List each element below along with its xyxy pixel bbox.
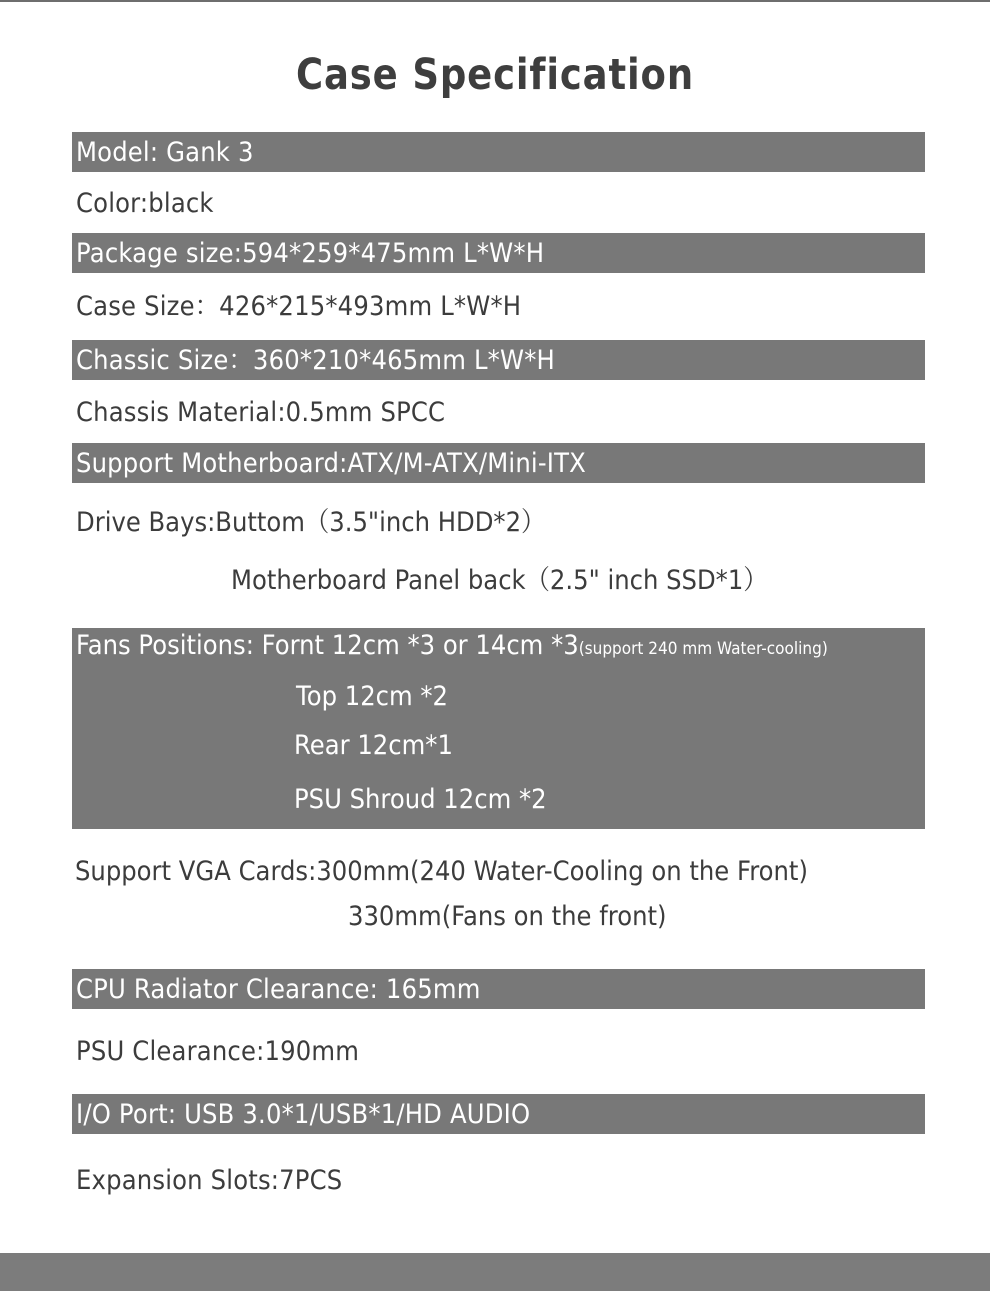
spec-row-package-size (72, 233, 925, 273)
spec-color-text: Color:black (76, 188, 214, 219)
spec-fans-line1 (76, 630, 911, 661)
spec-fans-line2 (296, 681, 465, 712)
spec-vga-line1-text: Support VGA Cards:300mm(240 Water-Cooling on the Front) (75, 856, 808, 887)
spec-row-cpu-radiator (72, 969, 925, 1009)
page-title: Case Specification (295, 50, 695, 100)
spec-row-color (72, 184, 925, 224)
spec-fans-line3-text: Rear 12cm*1 (294, 730, 453, 761)
spec-chassis-material-text: Chassis Material:0.5mm SPCC (76, 397, 446, 428)
footer-bar (0, 1253, 990, 1291)
spec-fans-panel (72, 628, 925, 829)
spec-row-motherboard (72, 443, 925, 483)
spec-drive-bays-line2-text: Motherboard Panel back（2.5" inch SSD*1） (231, 565, 768, 596)
spec-row-model (72, 132, 925, 172)
spec-cpu-radiator-text: CPU Radiator Clearance: 165mm (76, 974, 481, 1005)
spec-chassis-size-text: Chassic Size：360*210*465mm L*W*H (76, 345, 556, 376)
spec-row-psu-clearance (72, 1032, 925, 1072)
spec-row-chassis-material (72, 393, 925, 433)
spec-package-size-text: Package size:594*259*475mm L*W*H (76, 238, 545, 269)
spec-drive-bays-line1-text: Drive Bays:Buttom（3.5"inch HDD*2） (76, 507, 546, 538)
top-divider (0, 0, 990, 2)
spec-row-io-port (72, 1094, 925, 1134)
spec-fans-line4-text: PSU Shroud 12cm *2 (294, 784, 547, 815)
spec-fans-line4 (294, 784, 575, 815)
spec-model-text: Model: Gank 3 (76, 137, 254, 168)
spec-fans-line3 (294, 730, 471, 761)
spec-io-port-text: I/O Port: USB 3.0*1/USB*1/HD AUDIO (76, 1099, 531, 1130)
spec-expansion-slots-text: Expansion Slots:7PCS (76, 1165, 343, 1196)
spec-row-chassis-size (72, 340, 925, 380)
spec-motherboard-text: Support Motherboard:ATX/M-ATX/Mini-ITX (76, 448, 587, 479)
spec-fans-line1-text: Fans Positions: Fornt 12cm *3 or 14cm *3 (76, 630, 579, 661)
spec-row-expansion-slots (72, 1161, 925, 1201)
spec-row-case-size (72, 287, 925, 327)
spec-vga-line1 (75, 856, 889, 887)
spec-drive-bays-line1 (76, 500, 597, 539)
spec-drive-bays-line2 (231, 558, 827, 597)
spec-vga-line2 (348, 901, 702, 932)
spec-psu-clearance-text: PSU Clearance:190mm (76, 1036, 360, 1067)
spec-fans-note: (support 240 mm Water-cooling) (578, 639, 828, 659)
spec-fans-line2-text: Top 12cm *2 (296, 681, 449, 712)
spec-case-size-text: Case Size：426*215*493mm L*W*H (76, 291, 522, 322)
spec-vga-line2-text: 330mm(Fans on the front) (348, 901, 667, 932)
